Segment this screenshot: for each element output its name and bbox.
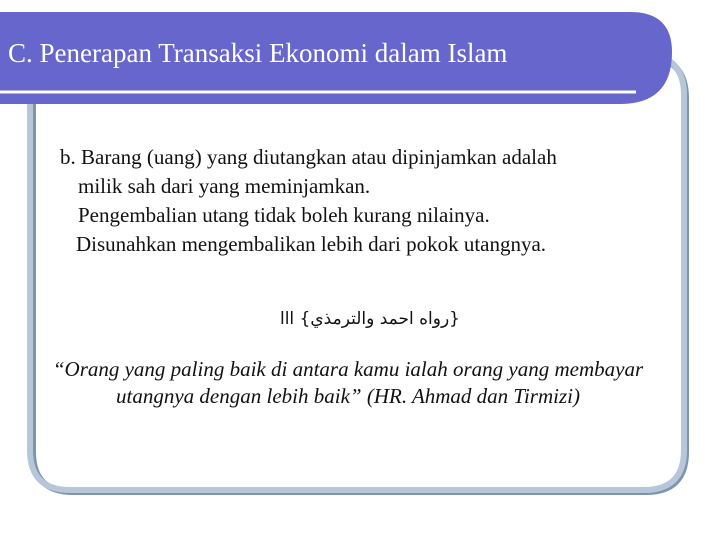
body-line-2: milik sah dari yang meminjamkan. — [78, 174, 371, 198]
body-line-4: Disunahkan mengembalikan lebih dari pokok utangnya. — [76, 232, 547, 256]
body-line-1: b. Barang (uang) yang diutangkan atau dipinjamkan adalah — [60, 145, 557, 169]
body-text — [60, 143, 660, 259]
frame-shadow — [33, 58, 686, 492]
body-line-3: Pengembalian utang tidak boleh kurang nilainya. — [78, 203, 490, 227]
hadith-quote: “Orang yang paling baik di antara kamu ialah orang yang membayar utangnya dengan lebih baik” (HR. Ahmad dan Tirmizi) — [52, 357, 644, 408]
slide-title: C. Penerapan Transaksi Ekonomi dalam Islam — [8, 38, 508, 68]
arabic-citation: {رواه احمد والترمذي} ااا — [279, 309, 460, 329]
frame-border — [30, 55, 684, 490]
